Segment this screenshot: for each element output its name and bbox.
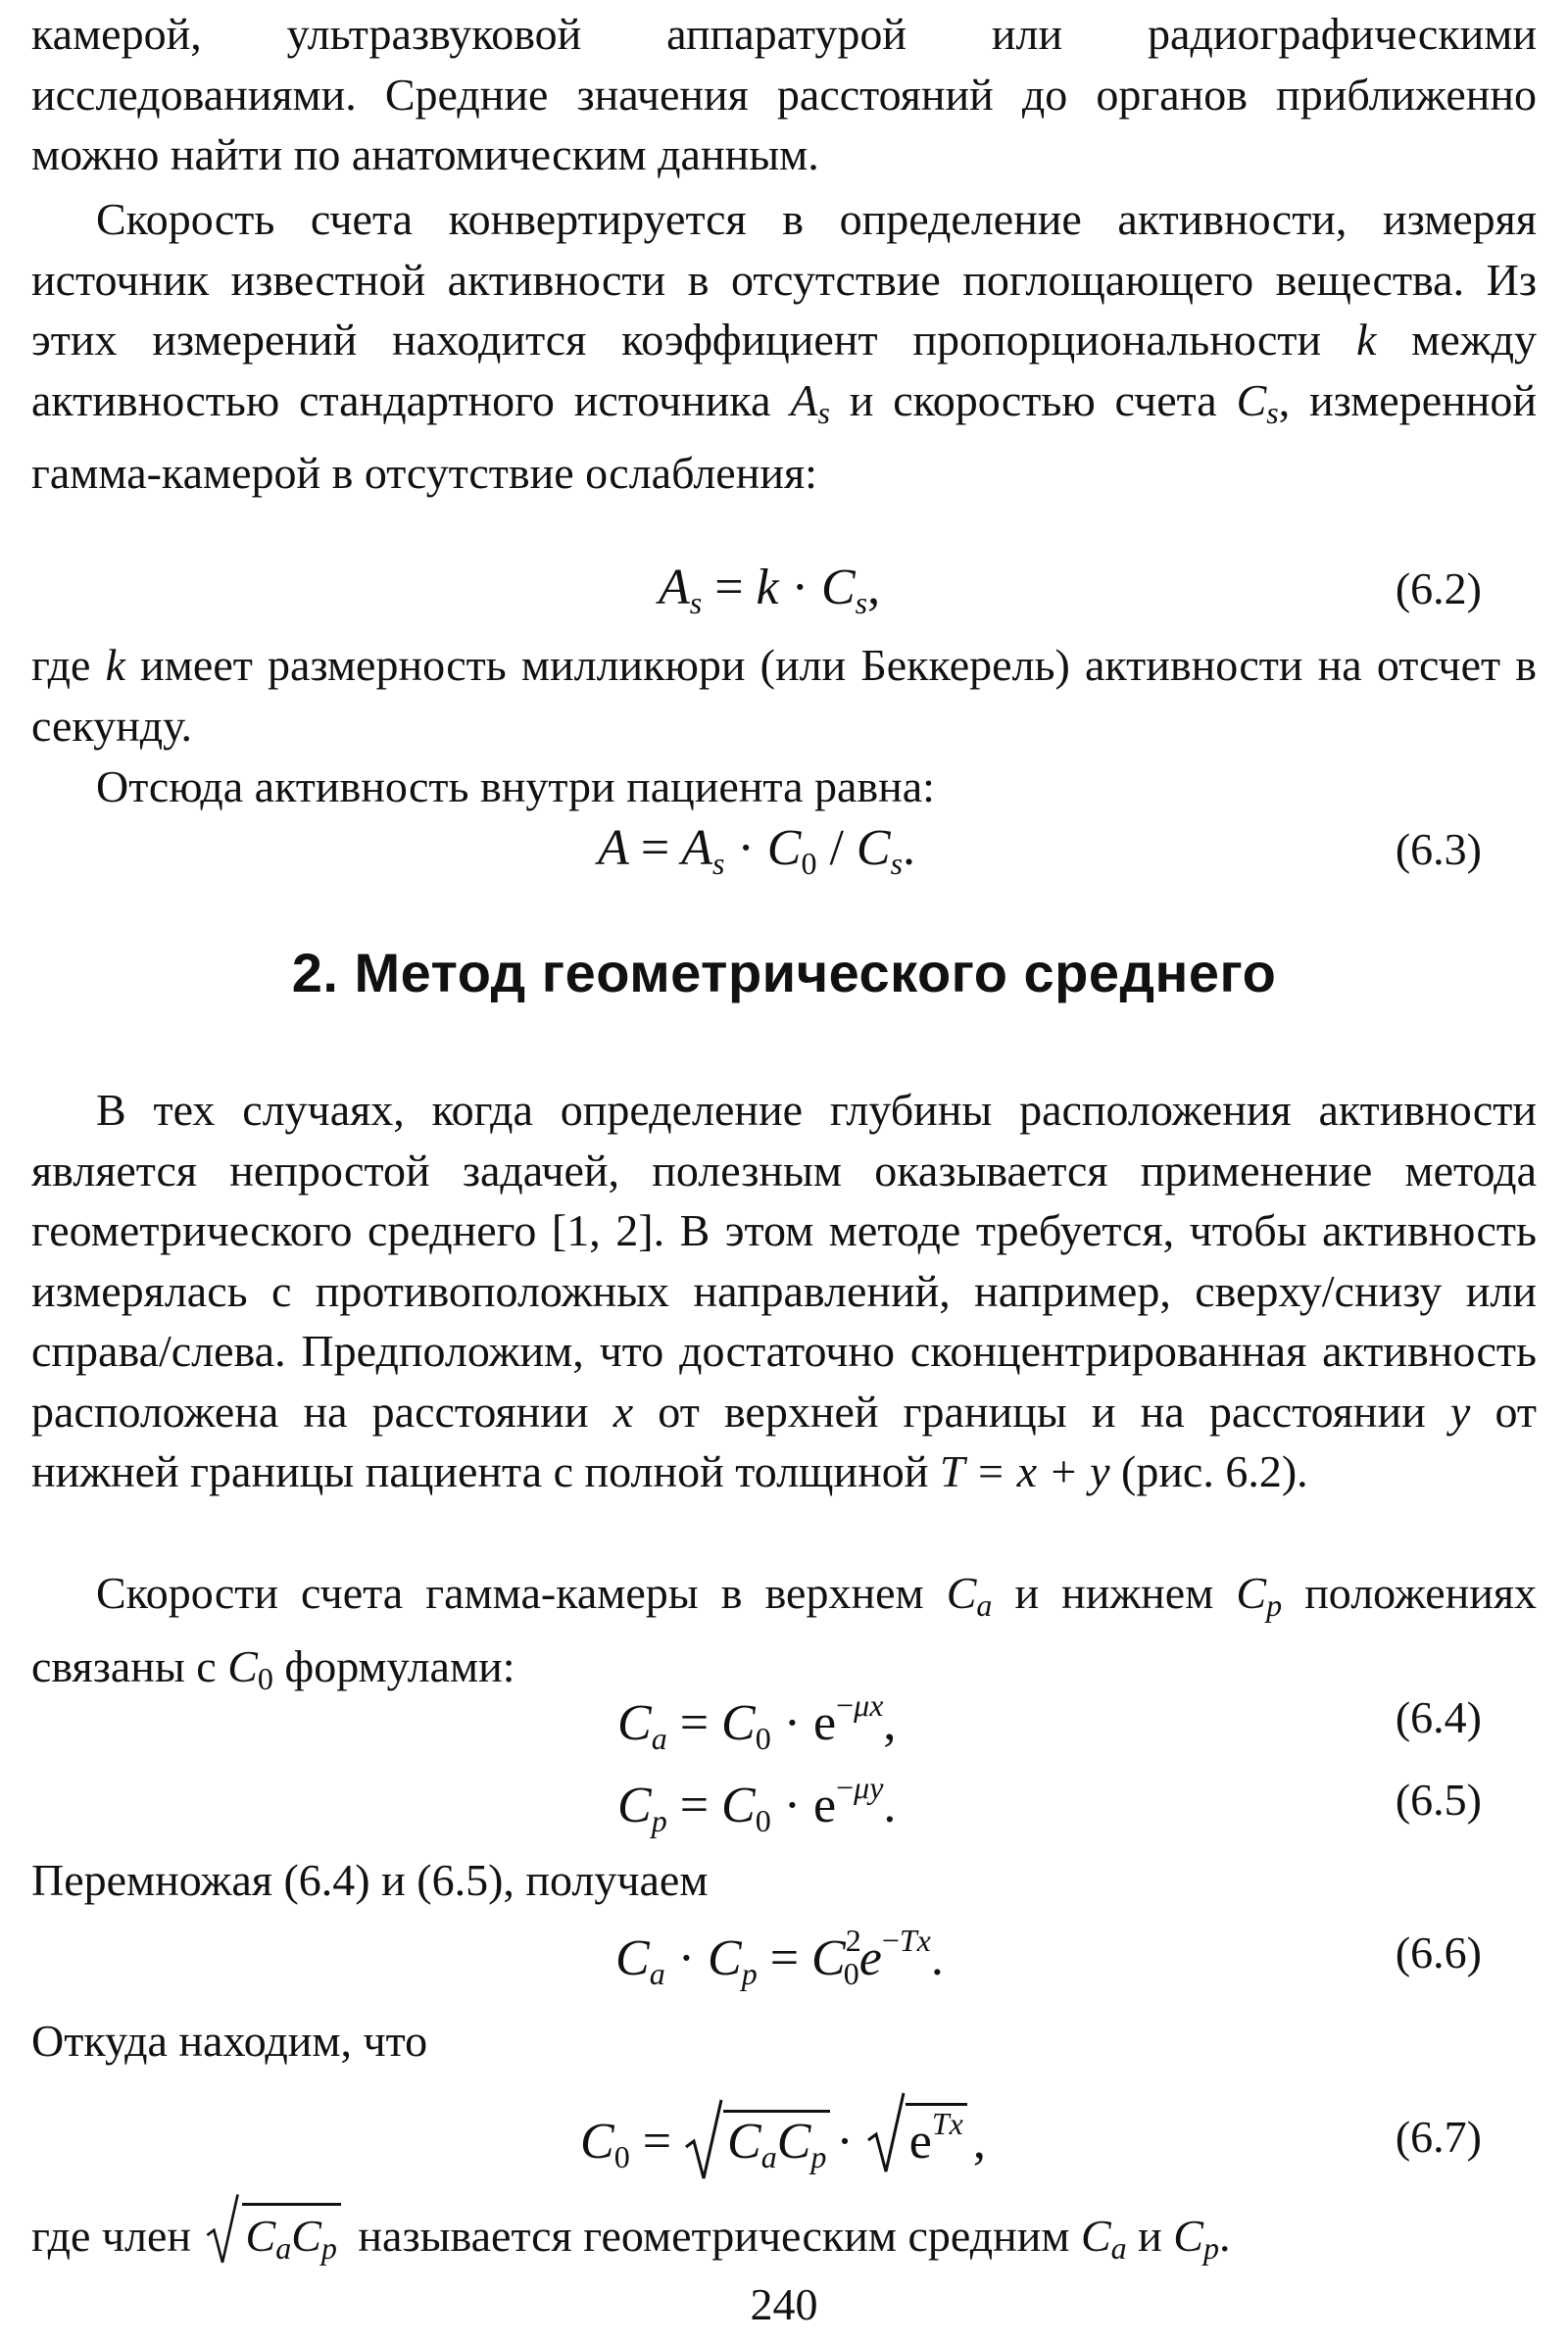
equation-6-6-number: (6.6) (1395, 1927, 1482, 1977)
paragraph-3-text: где k имеет размерность милликюри (или Беккерель) активности на отсчет в секунду. (31, 640, 1537, 751)
equation-6-3-number: (6.3) (1395, 824, 1482, 874)
inline-sqrt-ca-cp: CaCp (203, 2197, 341, 2279)
paragraph-5 (31, 1080, 1537, 1502)
paragraph-4 (31, 756, 1537, 817)
equation-6-3 (0, 819, 1568, 888)
paragraph-5-text: В тех случаях, когда определение глубины расположения активности является непростой задачей, полезным оказывается применение метода геометрического среднего [1, 2]. В этом методе требуется, чтобы активность измерялась с противоположных направлений, например, сверху/снизу или справа/слева. Предположим, что достаточно сконцентрированная активность расположена на расстоянии x от верхней границы и на расстоянии y от нижней границы пациента с полной толщиной T = x + y (рис. 6.2). (31, 1085, 1538, 1496)
paragraph-7-text: Перемножая (6.4) и (6.5), получаем (31, 1855, 709, 1905)
equation-6-6 (0, 1923, 1568, 1991)
equation-6-3-body: $A = A_s \cdot C_0 / C_s$. (598, 820, 916, 881)
paragraph-1-text: камерой, ультразвуковой аппаратурой или радиографическими исследованиями. Средние значения расстояний до органов приближенно можно найти по анатомическим данным. (31, 9, 1537, 179)
paragraph-8 (31, 2011, 1537, 2072)
paragraph-7 (31, 1850, 1537, 1911)
equation-6-2-body: $A_s = k \cdot C_s$, (659, 560, 881, 620)
paragraph-8-text: Откуда находим, что (31, 2016, 428, 2066)
paragraph-6-text: Скорости счета гамма-камеры в верхнем Ca и нижнем Cp положениях связаны с C0 формулами: (31, 1568, 1538, 1696)
equation-6-6-body: $C_a \cdot C_p = C^2_0e^{-Tx}$. (615, 1923, 944, 1991)
equation-6-2 (0, 559, 1568, 627)
equation-6-5-number: (6.5) (1395, 1775, 1482, 1825)
equation-6-7-number: (6.7) (1395, 2112, 1482, 2162)
sqrt-exp: $e^{Tx}$ (866, 2097, 967, 2171)
paragraph-9-text: где член CaCp называется геометрическим средним Ca и Cp. (31, 2197, 1537, 2279)
radical-icon (866, 2089, 906, 2177)
equation-6-7 (0, 2097, 1568, 2185)
radical-icon (203, 2191, 242, 2268)
section-heading: 2. Метод геометрического среднего (291, 942, 1277, 1003)
equation-6-2-number: (6.2) (1395, 563, 1482, 613)
paragraph-4-text: Отсюда активность внутри пациента равна: (96, 761, 935, 811)
paragraph-2 (31, 189, 1537, 504)
equation-6-4 (0, 1687, 1568, 1756)
radical-icon (684, 2096, 723, 2184)
paragraph-3 (31, 635, 1537, 756)
page-number: 240 (750, 2279, 818, 2329)
equation-6-5 (0, 1770, 1568, 1838)
sqrt-ca-cp: $C_aC_p$ (684, 2104, 830, 2175)
paragraph-9 (31, 2197, 1537, 2279)
paragraph-2-text: Скорость счета конвертируется в определение активности, измеряя источник известной активности в отсутствие поглощающего вещества. Из этих измерений находится коэффициент пропорциональности k между активностью стандартного источника As и скоростью счета Cs, измеренной гамма-камерой в отсутствие ослабления: (31, 194, 1538, 498)
equation-6-4-body: $C_a = C_0 \cdot e^{-\mu x}$, (617, 1687, 897, 1756)
equation-6-7-body: $C_0$ = $C_aC_p$ · $e^{Tx}$ , (580, 2097, 986, 2175)
equation-6-5-body: $C_p = C_0 \cdot e^{-\mu y}$. (617, 1770, 897, 1838)
paragraph-1 (31, 4, 1537, 185)
equation-6-4-number: (6.4) (1395, 1692, 1482, 1742)
